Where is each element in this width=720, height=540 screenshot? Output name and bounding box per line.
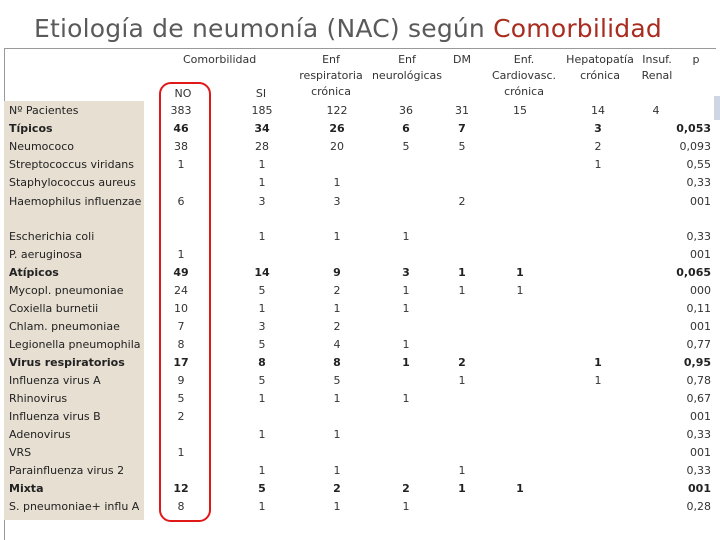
table-cell: 1 [402,302,410,315]
row-label: Atípicos [9,266,59,279]
table-cell: 8 [333,356,341,369]
row-label: VRS [9,446,32,459]
p-value-cell: 001 [690,446,711,459]
p-value-cell: 001 [688,482,711,495]
table-cell: 5 [333,374,341,387]
row-label: Legionella pneumophila [9,338,141,351]
table-cell: 20 [330,140,344,153]
table-cell: 1 [177,446,185,459]
p-value-cell: 0,28 [686,500,711,513]
header-hepato-line2: crónica [580,69,620,82]
table-cell: 1 [402,500,410,513]
table-cell: 8 [177,500,185,513]
table-cell: 24 [174,284,188,297]
table-cell: 31 [455,104,469,117]
table-cell: 2 [177,410,185,423]
table-cell: 1 [458,284,466,297]
header-enf-cardio [484,52,564,100]
p-value-cell: 0,78 [686,374,711,387]
table-cell: 1 [458,374,466,387]
top-rule [4,48,716,49]
table-cell: 1 [458,266,466,279]
table-cell: 49 [173,266,189,279]
header-insuf-line2: Renal [641,69,673,82]
header-enf-resp [296,52,366,100]
table-cell: 1 [258,392,266,405]
p-value-cell: 0,67 [686,392,711,405]
table-cell: 3 [258,320,266,333]
header-enf-neuro-line1: Enf [398,53,416,66]
p-value-cell: 0,053 [676,122,711,135]
row-label: Influenza virus A [9,374,101,387]
table-cell: 1 [333,392,341,405]
p-value-cell: 0,77 [686,338,711,351]
table-cell: 9 [177,374,185,387]
p-value-cell: 0,33 [686,176,711,189]
table-cell: 36 [399,104,413,117]
table-cell: 1 [402,284,410,297]
table-cell: 1 [516,284,524,297]
table-cell: 34 [254,122,270,135]
row-label: Escherichia coli [9,230,95,243]
table-cell: 1 [402,392,410,405]
table-cell: 2 [333,284,341,297]
table-cell: 1 [333,428,341,441]
p-value-cell: 0,33 [686,230,711,243]
header-comorbilidad: Comorbilidad [183,53,257,66]
table-cell: 185 [251,104,273,117]
table-cell: 1 [402,338,410,351]
header-insuf [636,52,678,84]
table-cell: 2 [458,356,466,369]
table-cell: 2 [458,195,466,208]
table-cell: 3 [594,122,602,135]
table-cell: 1 [333,464,341,477]
table-cell: 1 [258,302,266,315]
header-insuf-line1: Insuf. [642,53,672,66]
header-si: SI [255,87,267,100]
p-value-cell: 0,95 [683,356,711,369]
header-enf-cardio-line2: Cardiovasc. [491,69,557,82]
row-label: Adenovirus [9,428,71,441]
table-cell: 1 [333,176,341,189]
table-cell: 1 [258,158,266,171]
table-cell: 1 [594,158,602,171]
table-cell: 1 [177,158,185,171]
row-label: Staphylococcus aureus [9,176,136,189]
header-no: NO [174,87,192,100]
header-p: p [692,53,700,66]
table-cell: 5 [258,482,266,495]
table-cell: 1 [458,464,466,477]
p-value-cell: 001 [690,410,711,423]
row-label: Típicos [9,122,53,135]
table-cell: 4 [652,104,660,117]
header-enf-resp-line2: respiratoria [299,69,363,82]
title-highlight: Comorbilidad [493,14,662,43]
row-label: Coxiella burnetii [9,302,99,315]
header-enf-resp-line1: Enf [322,53,340,66]
table-cell: 5 [258,284,266,297]
table-cell: 5 [258,374,266,387]
table-cell: 1 [458,482,466,495]
table-cell: 14 [591,104,605,117]
table-cell: 1 [594,356,602,369]
row-label: Influenza virus B [9,410,101,423]
row-label: S. pneumoniae+ influ A [9,500,140,513]
p-value-cell: 0,093 [679,140,711,153]
header-enf-resp-line3: crónica [311,85,351,98]
row-label: Chlam. pneumoniae [9,320,120,333]
p-value-cell: 0,11 [686,302,711,315]
table-cell: 4 [333,338,341,351]
table-cell: 6 [177,195,185,208]
highlight-oval [159,82,211,522]
row-label: Parainfluenza virus 2 [9,464,125,477]
table-cell: 38 [174,140,188,153]
table-cell: 3 [402,266,410,279]
table-cell: 2 [333,482,341,495]
table-cell: 1 [333,230,341,243]
table-cell: 3 [333,195,341,208]
table-cell: 28 [255,140,269,153]
row-label: P. aeruginosa [9,248,83,261]
table-cell: 15 [513,104,527,117]
title-main: Etiología de neumonía (NAC) según [34,14,494,43]
right-edge-tab [714,96,720,120]
table-cell: 1 [594,374,602,387]
table-cell: 1 [333,302,341,315]
table-cell: 1 [333,500,341,513]
p-value-cell: 001 [690,248,711,261]
row-label: Mycopl. pneumoniae [9,284,124,297]
table-cell: 6 [402,122,410,135]
table-cell: 7 [177,320,185,333]
p-value-cell: 0,33 [686,428,711,441]
table-cell: 1 [177,248,185,261]
table-cell: 7 [458,122,466,135]
header-enf-cardio-line3: crónica [504,85,544,98]
row-label: Rhinovirus [9,392,68,405]
header-enf-cardio-line1: Enf. [513,53,535,66]
table-cell: 8 [258,356,266,369]
table-cell: 46 [173,122,189,135]
row-label: Neumococo [9,140,74,153]
table-cell: 14 [254,266,270,279]
table-cell: 3 [258,195,266,208]
table-cell: 10 [174,302,188,315]
table-cell: 12 [173,482,189,495]
row-label: Haemophilus influenzae [9,195,142,208]
row-label: Virus respiratorios [9,356,125,369]
table-cell: 9 [333,266,341,279]
header-enf-neuro [370,52,444,84]
header-hepato-line1: Hepatopatía [566,53,634,66]
table-cell: 17 [173,356,189,369]
table-cell: 1 [402,230,410,243]
slide-title [34,14,662,43]
table-cell: 1 [258,500,266,513]
table-cell: 26 [329,122,345,135]
row-label: Mixta [9,482,44,495]
p-value-cell: 000 [690,284,711,297]
row-label: Streptococcus viridans [9,158,135,171]
table-cell: 1 [258,230,266,243]
table-cell: 1 [516,482,524,495]
table-cell: 2 [594,140,602,153]
table-cell: 1 [516,266,524,279]
table-cell: 1 [258,428,266,441]
table-cell: 122 [326,104,348,117]
table-cell: 2 [402,482,410,495]
table-cell: 5 [458,140,466,153]
p-value-cell: 0,33 [686,464,711,477]
p-value-cell: 001 [690,195,711,208]
table-cell: 5 [258,338,266,351]
table-cell: 1 [258,464,266,477]
table-cell: 1 [402,356,410,369]
table-cell: 8 [177,338,185,351]
header-enf-neuro-line2: neurológicas [371,69,443,82]
table-cell: 5 [402,140,410,153]
p-value-cell: 001 [690,320,711,333]
p-value-cell: 0,065 [676,266,711,279]
table-cell: 2 [333,320,341,333]
table-cell: 383 [170,104,192,117]
header-hepato [562,52,638,84]
header-dm: DM [453,53,471,66]
p-value-cell: 0,55 [686,158,711,171]
table-cell: 5 [177,392,185,405]
row-label: Nº Pacientes [9,104,79,117]
table-cell: 1 [258,176,266,189]
